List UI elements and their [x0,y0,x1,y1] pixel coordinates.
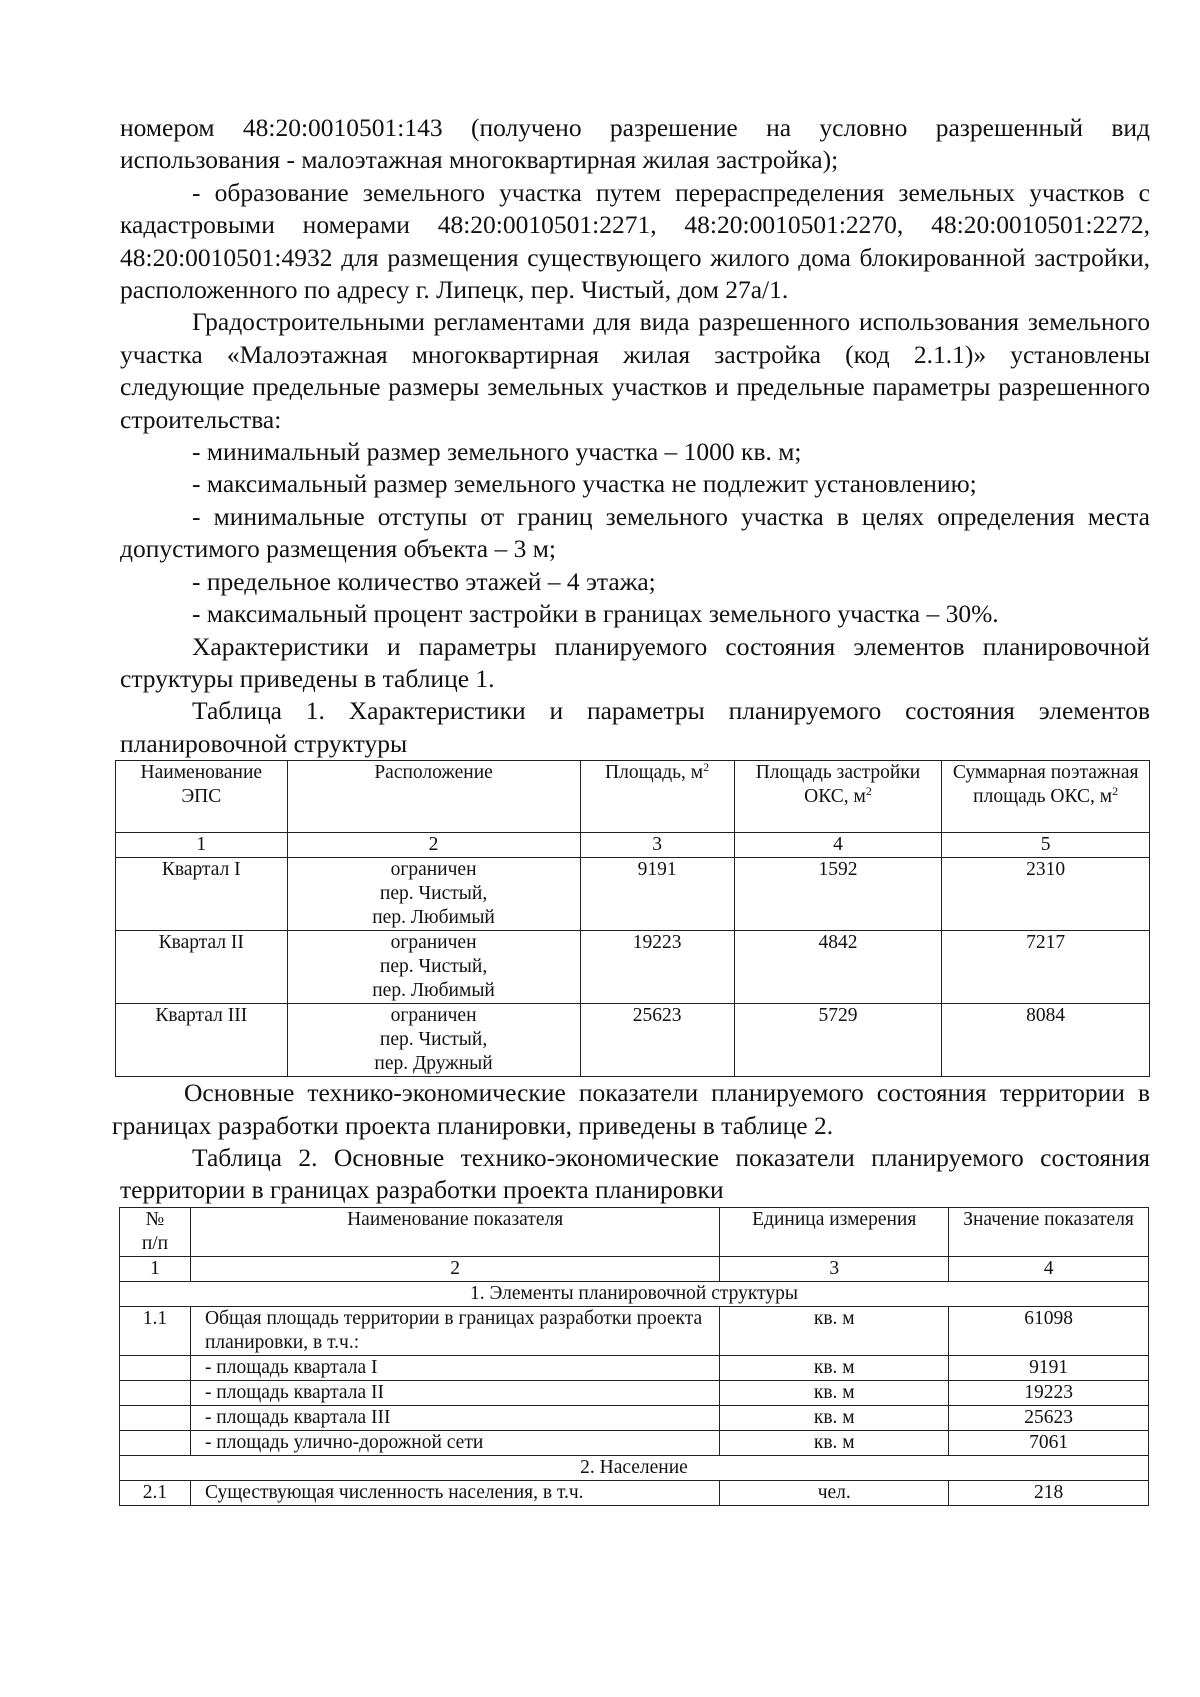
header-total-area: Суммарная поэтажная площадь ОКС, $м^2$ [942,761,1150,833]
quarter-name: Квартал III [116,1004,288,1077]
document-page [112,112,1150,1506]
table-2 [119,1207,1149,1506]
header-area: Площадь, $м^2$ [580,761,734,833]
quarter-total-area: 8084 [942,1004,1150,1077]
col-number: 5 [942,833,1150,858]
indicator-value: 7061 [949,1430,1149,1455]
quarter-area: 25623 [580,1004,734,1077]
table-number-row [120,1256,1149,1281]
table-number-row [116,833,1150,858]
section-title: 2. Население [120,1455,1149,1480]
paragraph-6: - минимальные отступы от границ земельного участка в целях определения места допустимого размещения объекта – 3 м; [120,501,1150,564]
table-1-caption: Таблица 1. Характеристики и параметры планируемого состояния элементов планировочной структуры [120,696,1150,758]
col-number: 4 [949,1256,1149,1281]
indicator-name: - площадь квартала III [190,1405,719,1430]
table-row [120,1480,1149,1505]
paragraph-4: - минимальный размер земельного участка – 1000 кв. м; [192,437,802,467]
paragraph-7: - предельное количество этажей – 4 этажа; [192,566,656,596]
header-built-area: Площадь застройки ОКС, $м^2$ [734,761,942,833]
paragraph-9: Характеристики и параметры планируемого состояния элементов планировочной структуры приведены в таблице 1. [120,631,1150,693]
col-number: 3 [580,833,734,858]
table-2-caption: Таблица 2. Основные технико-экономические показатели планируемого состояния территории в границах разработки проекта планировки [120,1142,1150,1205]
indicator-number [120,1430,191,1455]
quarter-location: ограничен пер. Чистый, пер. Любимый [287,858,580,931]
quarter-location: ограничен пер. Чистый, пер. Дружный [287,1004,580,1077]
col-number: 3 [720,1256,949,1281]
paragraph-8: - максимальный процент застройки в границах земельного участка – 30%. [192,599,999,629]
table-header-row [116,761,1150,833]
indicator-value: 19223 [949,1380,1149,1405]
indicator-unit: кв. м [720,1430,949,1455]
table-row [120,1306,1149,1355]
section-row [120,1455,1149,1480]
col-number: 4 [734,833,942,858]
quarter-total-area: 2310 [942,858,1150,931]
indicator-value: 61098 [949,1306,1149,1355]
indicator-unit: чел. [720,1480,949,1505]
indicator-number [120,1405,191,1430]
paragraph-1: номером 48:20:0010501:143 (получено разрешение на условно разрешенный вид использования - малоэтажная многоквартирная жилая застройка); [120,113,1150,175]
header-indicator: Наименование показателя [190,1207,719,1256]
table-row [120,1355,1149,1380]
header-location: Расположение [287,761,580,833]
header-value: Значение показателя [949,1207,1149,1256]
table-row [120,1380,1149,1405]
quarter-built-area: 4842 [734,931,942,1004]
indicator-number: 1.1 [120,1306,191,1355]
table-row [116,1004,1150,1077]
indicator-number [120,1355,191,1380]
section-row [120,1281,1149,1306]
table-row [116,931,1150,1004]
quarter-name: Квартал I [116,858,288,931]
indicator-name: Общая площадь территории в границах разработки проекта планировки, в т.ч.: [190,1306,719,1355]
section-title: 1. Элементы планировочной структуры [120,1281,1149,1306]
table-1 [115,760,1150,1077]
paragraph-11: Основные технико-экономические показатели планируемого состояния территории в границах разработки проекта планировки, приведены в таблице 2. [112,1078,1150,1140]
indicator-name: - площадь квартала II [190,1380,719,1405]
table-row [116,858,1150,931]
col-number: 1 [120,1256,191,1281]
indicator-value: 218 [949,1480,1149,1505]
indicator-unit: кв. м [720,1405,949,1430]
paragraph-3: Градостроительными регламентами для вида разрешенного использования земельного участка «Малоэтажная многоквартирная жилая застройка (код 2.1.1)» установлены следующие предельные размеры земельных участков и предельные параметры разрешенного строительства: [120,307,1150,434]
paragraph-2: - образование земельного участка путем перераспределения земельных участков с кадастровыми номерами 48:20:0010501:2271, 48:20:0010501:2270, 48:20:0010501:2272, 48:20:0010501:4932 для размещения существующего жилого дома блокированной застройки, расположенного по адресу г. Липецк, пер. Чистый, дом 27а/1. [120,177,1150,305]
table-row [120,1430,1149,1455]
indicator-unit: кв. м [720,1355,949,1380]
quarter-area: 9191 [580,858,734,931]
header-number: № п/п [120,1207,191,1256]
indicator-value: 25623 [949,1405,1149,1430]
quarter-location: ограничен пер. Чистый, пер. Любимый [287,931,580,1004]
table-header-row [120,1207,1149,1256]
indicator-value: 9191 [949,1355,1149,1380]
indicator-unit: кв. м [720,1306,949,1355]
quarter-name: Квартал II [116,931,288,1004]
indicator-name: Существующая численность населения, в т.ч. [190,1480,719,1505]
indicator-name: - площадь улично-дорожной сети [190,1430,719,1455]
col-number: 2 [287,833,580,858]
indicator-number [120,1380,191,1405]
quarter-total-area: 7217 [942,931,1150,1004]
col-number: 1 [116,833,288,858]
paragraph-5: - максимальный размер земельного участка не подлежит установлению; [192,469,977,499]
indicator-name: - площадь квартала I [190,1355,719,1380]
quarter-area: 19223 [580,931,734,1004]
col-number: 2 [190,1256,719,1281]
header-unit: Единица измерения [720,1207,949,1256]
indicator-number: 2.1 [120,1480,191,1505]
quarter-built-area: 5729 [734,1004,942,1077]
quarter-built-area: 1592 [734,858,942,931]
indicator-unit: кв. м [720,1380,949,1405]
header-name: Наименование ЭПС [116,761,288,833]
table-row [120,1405,1149,1430]
